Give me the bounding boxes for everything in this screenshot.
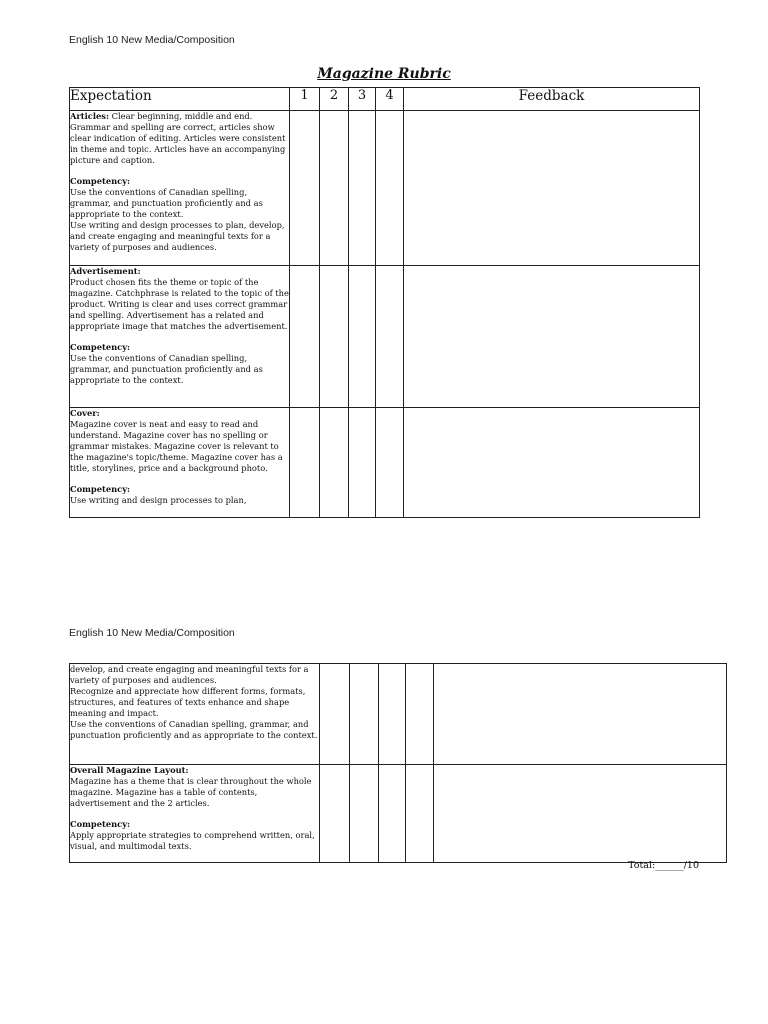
layout-description: Magazine has a theme that is clear throughout the whole magazine. Magazine has a table of contents, advertisement and the 2 articles.	[70, 776, 312, 808]
total-out-of: /10	[683, 860, 699, 871]
articles-label: Articles:	[70, 111, 110, 121]
articles-score-2-cell[interactable]	[320, 111, 349, 266]
cover-continued-score-3-cell[interactable]	[379, 664, 406, 765]
table-row	[70, 408, 700, 518]
table-row	[70, 266, 700, 408]
articles-score-3-cell[interactable]	[349, 111, 376, 266]
table-header-row	[70, 88, 700, 111]
cover-feedback-cell[interactable]	[404, 408, 700, 518]
cover-continued-score-4-cell[interactable]	[406, 664, 434, 765]
score-3-header: 3	[349, 88, 376, 111]
cover-continued-text: develop, and create engaging and meaningful texts for a variety of purposes and audiences. Recognize and appreciate how different forms, formats, structures, and features of texts enhance and shape meaning and impact. Use the conventions of Canadian spelling, grammar, and punctuation proficiently and as appropriate to the context.	[70, 664, 318, 740]
cover-continued-score-1-cell[interactable]	[320, 664, 350, 765]
cover-score-3-cell[interactable]	[349, 408, 376, 518]
layout-score-1-cell[interactable]	[320, 765, 350, 863]
articles-feedback-cell[interactable]	[404, 111, 700, 266]
layout-score-2-cell[interactable]	[350, 765, 379, 863]
cover-continued-cell	[70, 664, 320, 765]
cover-competency-text: Use writing and design processes to plan,	[70, 495, 247, 505]
articles-score-4-cell[interactable]	[376, 111, 404, 266]
articles-competency-label: Competency:	[70, 176, 131, 186]
advertisement-description: Product chosen fits the theme or topic of the magazine. Catchphrase is related to the topic of the product. Writing is clear and uses correct grammar and spelling. Advertisement has a related and appropriate image that matches the advertisement.	[70, 277, 289, 331]
articles-expectation-cell	[70, 111, 290, 266]
advertisement-score-3-cell[interactable]	[349, 266, 376, 408]
feedback-header: Feedback	[404, 88, 700, 111]
articles-description: Clear beginning, middle and end. Grammar and spelling are correct, articles show clear indication of editing. Articles were consistent in theme and topic. Articles have an accompanying picture and caption.	[70, 111, 286, 165]
expectation-header: Expectation	[70, 88, 290, 111]
layout-feedback-cell[interactable]	[434, 765, 727, 863]
rubric-table	[69, 87, 700, 518]
layout-score-4-cell[interactable]	[406, 765, 434, 863]
advertisement-competency-text: Use the conventions of Canadian spelling, grammar, and punctuation proficiently and as appropriate to the context.	[70, 353, 263, 385]
page-title: Magazine Rubric	[317, 66, 451, 82]
total-blank[interactable]: ______	[655, 860, 684, 871]
total-score	[628, 860, 699, 871]
advertisement-expectation-cell	[70, 266, 290, 408]
advertisement-score-2-cell[interactable]	[320, 266, 349, 408]
cover-label: Cover:	[70, 408, 100, 418]
cover-continued-feedback-cell[interactable]	[434, 664, 727, 765]
page-header: English 10 New Media/Composition	[69, 34, 235, 46]
cover-expectation-cell	[70, 408, 290, 518]
articles-competency-text: Use the conventions of Canadian spelling, grammar, and punctuation proficiently and as appropriate to the context. Use writing and design processes to plan, develop, and create engaging and meaningful texts for a variety of purposes and audiences.	[70, 187, 285, 252]
score-4-header: 4	[376, 88, 404, 111]
cover-score-2-cell[interactable]	[320, 408, 349, 518]
page-header: English 10 New Media/Composition	[69, 627, 235, 639]
table-row	[70, 664, 727, 765]
total-label: Total:	[628, 860, 656, 871]
advertisement-label: Advertisement:	[70, 266, 141, 276]
advertisement-score-1-cell[interactable]	[290, 266, 320, 408]
rubric-table-continued	[69, 663, 727, 863]
advertisement-score-4-cell[interactable]	[376, 266, 404, 408]
score-1-header: 1	[290, 88, 320, 111]
layout-score-3-cell[interactable]	[379, 765, 406, 863]
layout-competency-label: Competency:	[70, 819, 131, 829]
advertisement-competency-label: Competency:	[70, 342, 131, 352]
table-row	[70, 765, 727, 863]
table-row	[70, 111, 700, 266]
articles-score-1-cell[interactable]	[290, 111, 320, 266]
cover-score-4-cell[interactable]	[376, 408, 404, 518]
layout-expectation-cell	[70, 765, 320, 863]
cover-description: Magazine cover is neat and easy to read and understand. Magazine cover has no spelling or grammar mistakes. Magazine cover is relevant to the magazine's topic/theme. Magazine cover has a title, storylines, price and a background photo.	[70, 419, 283, 473]
layout-competency-text: Apply appropriate strategies to comprehend written, oral, visual, and multimodal texts.	[70, 830, 315, 851]
cover-continued-score-2-cell[interactable]	[350, 664, 379, 765]
cover-score-1-cell[interactable]	[290, 408, 320, 518]
cover-competency-label: Competency:	[70, 484, 131, 494]
advertisement-feedback-cell[interactable]	[404, 266, 700, 408]
layout-label: Overall Magazine Layout:	[70, 765, 189, 775]
score-2-header: 2	[320, 88, 349, 111]
